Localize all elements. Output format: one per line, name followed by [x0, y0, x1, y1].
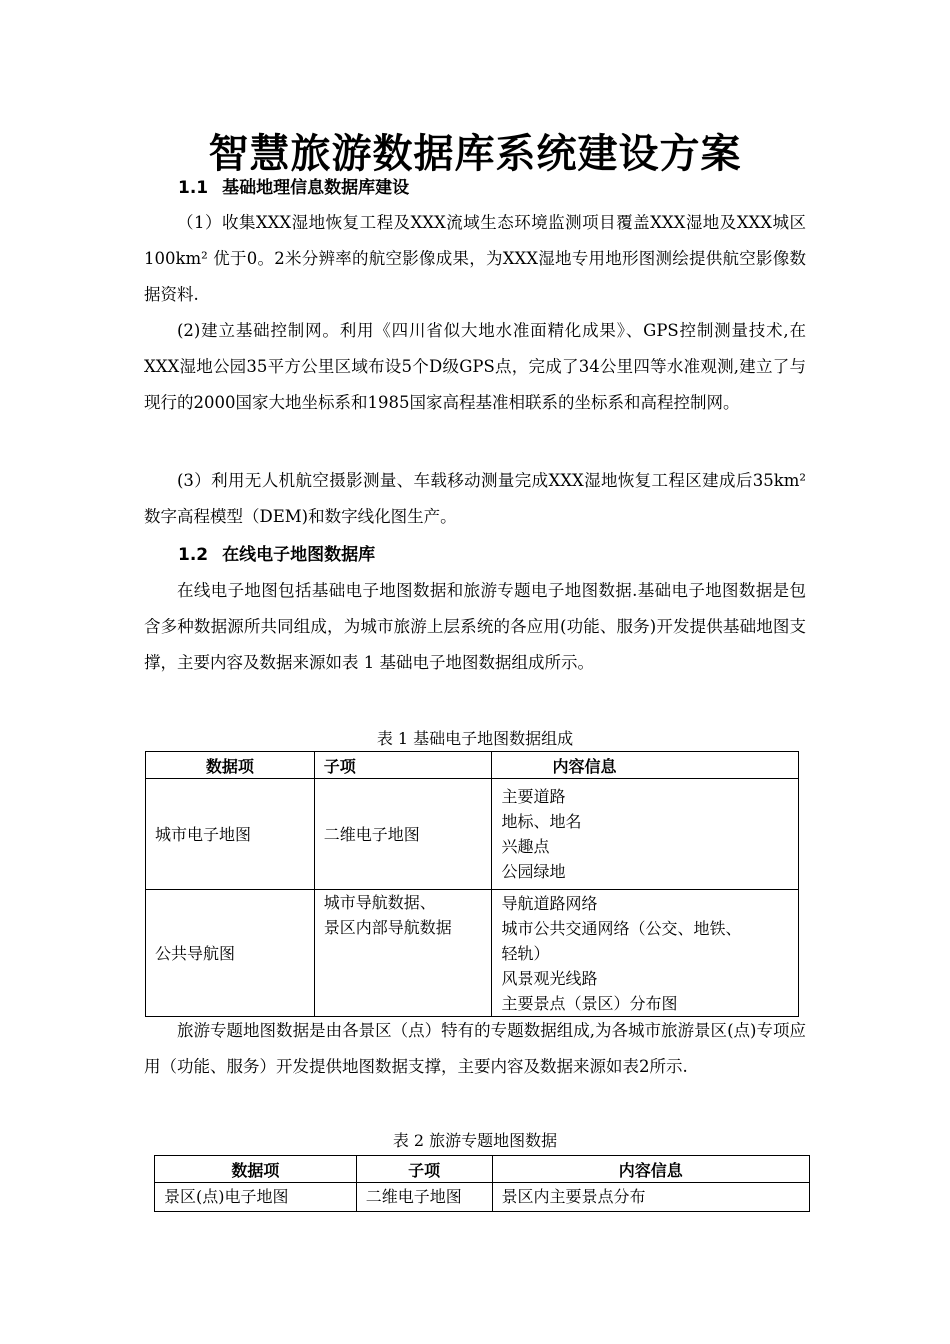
header-cell: 内容信息: [492, 1156, 810, 1183]
section-number: 1.1: [178, 178, 209, 198]
table-header-row: [155, 1156, 810, 1183]
table-1: [145, 751, 799, 1017]
header-cell: 数据项: [155, 1156, 357, 1183]
table-cell: 二维电子地图: [314, 779, 492, 890]
content-line: 城市导航数据、: [323, 893, 436, 912]
content-line: 轻轨）: [501, 943, 550, 963]
paragraph-2: (2)建立基础控制网。利用《四川省似大地水准面精化成果》、GPS控制测量技术,在XXX湿地公园35平方公里区域布设5个D级GPS点，完成了34公里四等水准观测,建立了与现行的2000国家大地坐标系和1985国家高程基准相联系的坐标系和高程控制网。: [144, 321, 806, 412]
table-1-caption: 表 1 基础电子地图数据组成: [376, 729, 574, 748]
table-cell: 景区内主要景点分布: [492, 1183, 810, 1212]
header-cell: 子项: [314, 752, 492, 779]
table-2-caption: 表 2 旅游专题地图数据: [392, 1131, 558, 1150]
table-cell: 二维电子地图: [356, 1183, 492, 1212]
content-line: 主要道路: [501, 787, 566, 806]
table-header-row: [146, 752, 799, 779]
section-number: 1.2: [178, 545, 209, 565]
content-line: 导航道路网络: [501, 893, 598, 913]
table-row: [146, 890, 799, 1017]
paragraph-3: (3）利用无人机航空摄影测量、车载移动测量完成XXX湿地恢复工程区建成后35km² 数字高程模型（DEM)和数字线化图生产。: [144, 471, 806, 526]
paragraph-5: 旅游专题地图数据是由各景区（点）特有的专题数据组成,为各城市旅游景区(点)专项应用（功能、服务）开发提供地图数据支撑，主要内容及数据来源如表2所示.: [144, 1021, 806, 1076]
table-cell: [492, 890, 799, 1017]
content-line: 主要景点（景区）分布图: [501, 993, 678, 1013]
section-title: 基础地理信息数据库建设: [222, 178, 410, 198]
table-row: [155, 1183, 810, 1212]
table-cell: 城市电子地图: [146, 779, 315, 890]
table-cell: 公共导航图: [146, 890, 315, 1017]
content-line: 风景观光线路: [501, 968, 598, 988]
section-heading-1-2: [178, 543, 375, 567]
table-cell: 景区(点)电子地图: [155, 1183, 357, 1212]
header-cell: 数据项: [146, 752, 315, 779]
content-line: 公园绿地: [501, 862, 566, 881]
content-line: 地标、地名: [501, 812, 582, 831]
table-2: [154, 1155, 810, 1212]
section-title: 在线电子地图数据库: [222, 545, 376, 565]
document-title: 智慧旅游数据库系统建设方案: [208, 131, 742, 177]
content-line: 景区内部导航数据: [323, 918, 452, 937]
table-cell: [492, 779, 799, 890]
content-line: 兴趣点: [501, 837, 550, 856]
table-row: [146, 779, 799, 890]
header-cell: 内容信息: [492, 752, 799, 779]
paragraph-4: 在线电子地图包括基础电子地图数据和旅游专题电子地图数据.基础电子地图数据是包含多种数据源所共同组成，为城市旅游上层系统的各应用(功能、服务)开发提供基础地图支撑，主要内容及数据来源如表 1 基础电子地图数据组成所示。: [144, 581, 806, 672]
content-line: 城市公共交通网络（公交、地铁、: [501, 918, 742, 938]
header-cell: 子项: [356, 1156, 492, 1183]
table-cell: [314, 890, 492, 1017]
paragraph-1: （1）收集XXX湿地恢复工程及XXX流域生态环境监测项目覆盖XXX湿地及XXX城区100km² 优于0。2米分辨率的航空影像成果，为XXX湿地专用地形图测绘提供航空影像数据资料.: [144, 213, 806, 304]
section-heading-1-1: [178, 176, 409, 200]
